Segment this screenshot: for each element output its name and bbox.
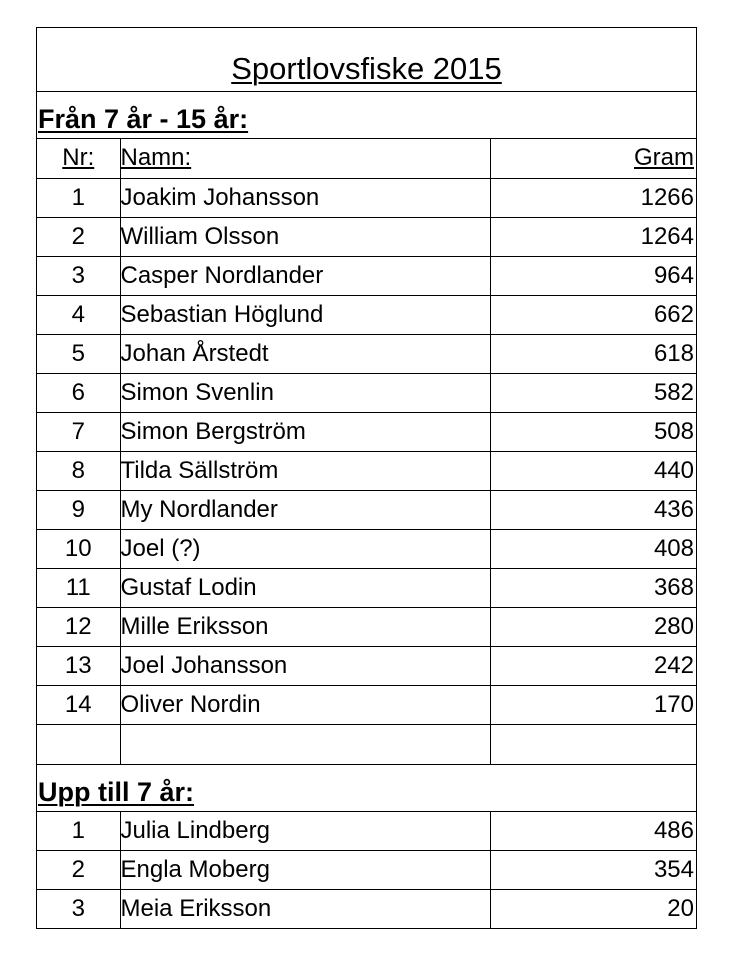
results-table-under-7 xyxy=(37,812,696,930)
column-header-name: Namn: xyxy=(120,139,490,178)
table-row xyxy=(37,890,696,929)
rank-cell: 11 xyxy=(37,568,120,607)
name-cell: Joel Johansson xyxy=(120,646,490,685)
table-row xyxy=(37,568,696,607)
page-title: Sportlovsfiske 2015 xyxy=(231,51,502,86)
table-row xyxy=(37,451,696,490)
rank-cell: 5 xyxy=(37,334,120,373)
rank-cell: 3 xyxy=(37,256,120,295)
title-row xyxy=(37,28,696,92)
name-cell: Tilda Sällström xyxy=(120,451,490,490)
table-row xyxy=(37,334,696,373)
name-cell: Meia Eriksson xyxy=(120,890,490,929)
gram-cell: 1266 xyxy=(490,178,696,217)
name-cell: Joakim Johansson xyxy=(120,178,490,217)
results-sheet xyxy=(36,27,697,929)
gram-cell: 368 xyxy=(490,568,696,607)
gram-cell: 508 xyxy=(490,412,696,451)
gram-cell: 486 xyxy=(490,812,696,851)
name-cell: Simon Bergström xyxy=(120,412,490,451)
empty-row xyxy=(37,724,696,764)
rank-cell: 10 xyxy=(37,529,120,568)
gram-cell: 280 xyxy=(490,607,696,646)
table-row xyxy=(37,295,696,334)
gram-cell: 354 xyxy=(490,851,696,890)
rank-cell: 1 xyxy=(37,178,120,217)
gram-cell: 964 xyxy=(490,256,696,295)
table-row xyxy=(37,812,696,851)
name-cell: William Olsson xyxy=(120,217,490,256)
name-cell: My Nordlander xyxy=(120,490,490,529)
gram-cell: 436 xyxy=(490,490,696,529)
empty-cell xyxy=(37,724,120,764)
gram-cell: 618 xyxy=(490,334,696,373)
name-cell: Gustaf Lodin xyxy=(120,568,490,607)
table-row xyxy=(37,178,696,217)
section-heading-under-7: Upp till 7 år: xyxy=(38,776,195,807)
name-cell: Engla Moberg xyxy=(120,851,490,890)
empty-cell xyxy=(490,724,696,764)
gram-cell: 662 xyxy=(490,295,696,334)
section-heading-row xyxy=(37,92,696,139)
rank-cell: 8 xyxy=(37,451,120,490)
column-header-gram: Gram xyxy=(490,139,696,178)
rank-cell: 6 xyxy=(37,373,120,412)
name-cell: Joel (?) xyxy=(120,529,490,568)
name-cell: Julia Lindberg xyxy=(120,812,490,851)
table-row xyxy=(37,851,696,890)
rank-cell: 13 xyxy=(37,646,120,685)
rank-cell: 2 xyxy=(37,217,120,256)
rank-cell: 1 xyxy=(37,812,120,851)
name-cell: Sebastian Höglund xyxy=(120,295,490,334)
gram-cell: 1264 xyxy=(490,217,696,256)
name-cell: Simon Svenlin xyxy=(120,373,490,412)
section-heading-row xyxy=(37,765,696,812)
table-row xyxy=(37,412,696,451)
empty-cell xyxy=(120,724,490,764)
table-header-row xyxy=(37,139,696,178)
table-row xyxy=(37,607,696,646)
table-row xyxy=(37,529,696,568)
rank-cell: 2 xyxy=(37,851,120,890)
rank-cell: 7 xyxy=(37,412,120,451)
section-heading-7-15: Från 7 år - 15 år: xyxy=(38,104,249,134)
table-row xyxy=(37,256,696,295)
name-cell: Mille Eriksson xyxy=(120,607,490,646)
table-row xyxy=(37,490,696,529)
rank-cell: 3 xyxy=(37,890,120,929)
rank-cell: 4 xyxy=(37,295,120,334)
gram-cell: 408 xyxy=(490,529,696,568)
column-header-nr: Nr: xyxy=(37,139,120,178)
gram-cell: 582 xyxy=(490,373,696,412)
table-row xyxy=(37,217,696,256)
gram-cell: 170 xyxy=(490,685,696,724)
table-row xyxy=(37,373,696,412)
gram-cell: 20 xyxy=(490,890,696,929)
results-table-7-15 xyxy=(37,139,696,765)
table-row xyxy=(37,685,696,724)
rank-cell: 9 xyxy=(37,490,120,529)
table-row xyxy=(37,646,696,685)
name-cell: Oliver Nordin xyxy=(120,685,490,724)
rank-cell: 12 xyxy=(37,607,120,646)
rank-cell: 14 xyxy=(37,685,120,724)
name-cell: Johan Årstedt xyxy=(120,334,490,373)
gram-cell: 242 xyxy=(490,646,696,685)
name-cell: Casper Nordlander xyxy=(120,256,490,295)
gram-cell: 440 xyxy=(490,451,696,490)
